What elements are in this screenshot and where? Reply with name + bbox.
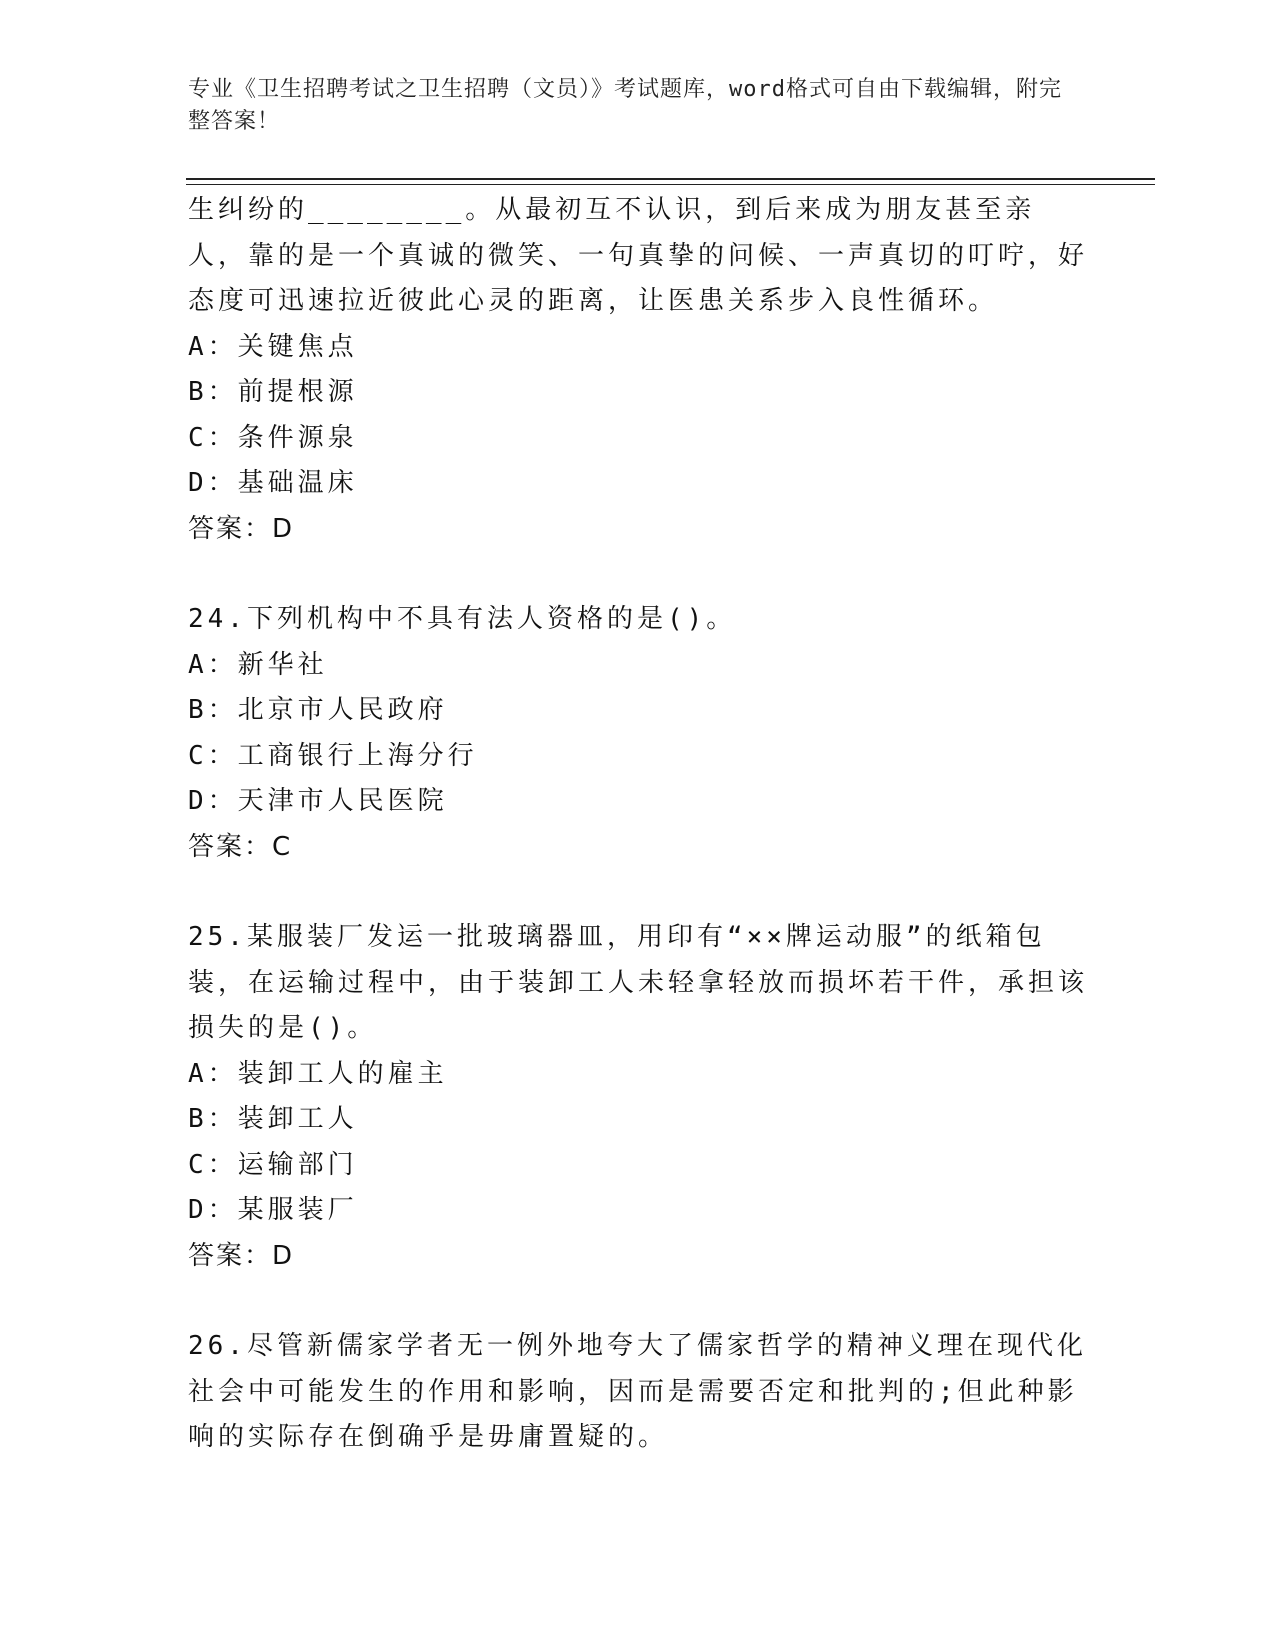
- option-c: C：工商银行上海分行: [188, 740, 478, 771]
- option-b: B：前提根源: [188, 377, 358, 407]
- option-c: C：条件源泉: [188, 422, 358, 453]
- header-divider-thick: [186, 178, 1155, 180]
- answer-line: 答案：C: [188, 831, 293, 862]
- option-b: B：北京市人民政府: [188, 695, 448, 725]
- question-stem: 25.某服装厂发运一批玻璃器皿，用印有“××牌运动服”的纸箱包装，在运输过程中，由于装卸工人未轻拿轻放而损坏若干件，承担该损失的是()。: [188, 922, 1089, 1043]
- question-25: [188, 915, 1088, 1279]
- question-24: [188, 597, 1088, 870]
- answer-line: 答案：D: [188, 1240, 295, 1271]
- question-stem: 生纠纷的________。从最初互不认识，到后来成为朋友甚至亲人，靠的是一个真诚的微笑、一句真挚的问候、一声真切的叮咛，好态度可迅速拉近彼此心灵的距离，让医患关系步入良性循环。: [188, 195, 1089, 316]
- question-list: [188, 188, 1088, 1461]
- option-a: A：装卸工人的雇主: [188, 1058, 448, 1089]
- document-header: 专业《卫生招聘考试之卫生招聘（文员）》考试题库，word格式可自由下载编辑，附完整答案！: [188, 77, 1062, 134]
- question-26: [188, 1324, 1088, 1461]
- spacer: [188, 870, 1088, 915]
- option-a: A：关键焦点: [188, 331, 358, 362]
- spacer: [188, 1279, 1088, 1324]
- option-b: B：装卸工人: [188, 1104, 358, 1134]
- option-a: A：新华社: [188, 649, 328, 680]
- option-d: D：某服装厂: [188, 1195, 358, 1225]
- question-stem: 26.尽管新儒家学者无一例外地夸大了儒家哲学的精神义理在现代化社会中可能发生的作用和影响，因而是需要否定和批判的;但此种影响的实际存在倒确乎是毋庸置疑的。: [188, 1331, 1087, 1452]
- option-d: D：天津市人民医院: [188, 786, 448, 816]
- header-divider-thin: [186, 184, 1155, 185]
- answer-line: 答案：D: [188, 513, 295, 544]
- question-stem: 24.下列机构中不具有法人资格的是()。: [188, 604, 737, 634]
- spacer: [188, 552, 1088, 597]
- option-c: C：运输部门: [188, 1149, 358, 1180]
- question-23: [188, 188, 1088, 552]
- option-d: D：基础温床: [188, 468, 358, 498]
